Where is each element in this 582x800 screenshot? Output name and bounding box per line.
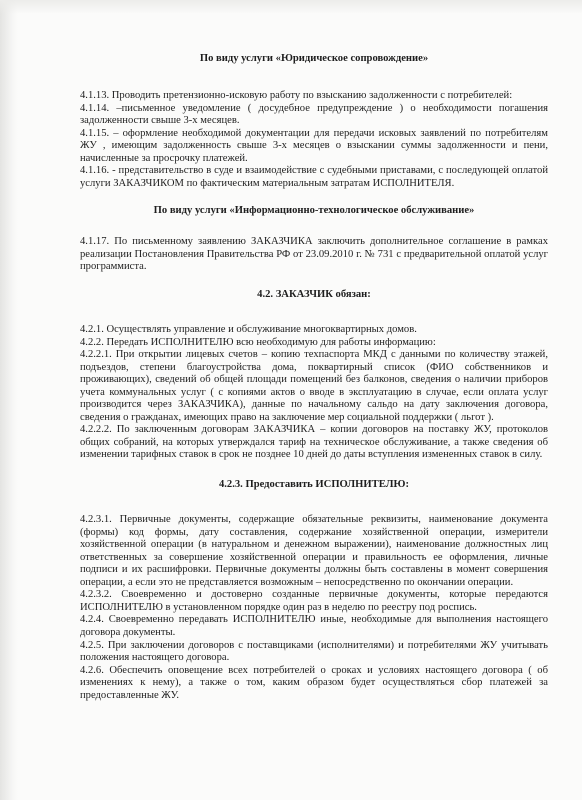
clause-4-1-14: 4.1.14. –письменное уведомление ( досудебное предупреждение ) о необходимости погашения задолженности свыше 3-х месяцев. [80,102,548,127]
clause-4-2-3-1: 4.2.3.1. Первичные документы, содержащие обязательные реквизиты, наименование документа (формы) код формы, дату составления, содержание хозяйственной операции, измерители хозяйственной операции (в натуральном и денежном выражении), наименование должностных лиц ответственных за совершение хозяйственной операции и правильность ее оформления, личные подписи и их расшифровки. Первичные документы должны быть составлены в момент совершения операции, а если это не представляется возможным – непосредственно по окончании операции. [80,514,548,588]
clause-4-2-4: 4.2.4. Своевременно передавать ИСПОЛНИТЕЛЮ иные, необходимые для выполнения настоящего договора документы. [80,614,548,638]
clause-4-2-2: 4.2.2. Передать ИСПОЛНИТЕЛЮ всю необходимую для работы информацию: [80,336,436,348]
clause-4-1-17: 4.1.17. По письменному заявлению ЗАКАЗЧИКА заключить дополнительное соглашение в рамках реализации Постановления Правительства РФ от 23.09.2010 г. № 731 с предварительной оплатой услуг программиста. [80,236,548,273]
legal-support-heading: По виду услуги «Юридическое сопровождение» [199,53,429,64]
clause-4-1-13: 4.1.13. Проводить претензионно-исковую работу по взысканию задолженности с потребителей: [80,90,513,101]
clause-4-2-6: 4.2.6. Обеспечить оповещение всех потребителей о сроках и условиях настоящего договора ( об изменениях к нему), а также о том, каким образом будет осуществляться сбор платежей за предоставленные ЖУ. [80,664,548,701]
clause-4-2-2-1: 4.2.2.1. При открытии лицевых счетов – копию техпаспорта МКД с данными по количеству этажей, подъездов, степени благоустройства дома, поквартирный список (ФИО собственников и проживающих), сведений об общей площади помещений без балконов, сведения о наличии приборов учета коммунальных услуг ( с копиями актов о вводе в эксплуатацию в случае, если оплата услуг производится через ЗАКАЗЧИКА), данные по начальному сальдо на дату заключения договора, сведения о гражданах, имеющих право на заключение мер социальной поддержки ( льгот ). [80,349,548,423]
clause-4-1-16: 4.1.16. - представительство в суде и взаимодействие с судебными приставами, с последующей оплатой услуги ЗАКАЗЧИКОМ по фактическим материальным затратам ИСПОЛНИТЕЛЯ. [80,165,548,189]
provide-to-contractor-heading: 4.2.3. Предоставить ИСПОЛНИТЕЛЮ: [218,479,409,491]
customer-obligations-items [80,324,548,462]
provide-to-contractor-items [80,514,548,702]
customer-obligations-heading: 4.2. ЗАКАЗЧИК обязан: [257,289,371,301]
clause-4-2-1: 4.2.1. Осуществлять управление и обслуживание многоквартирных домов. [80,324,417,336]
clause-4-1-15: 4.1.15. – оформление необходимой документации для передачи исковых заявлений по потребителям ЖУ , имеющим задолженность свыше 3-х месяцев о взыскании суммы задолженности и пени, начисленные за просрочку платежей. [80,127,548,164]
it-service-items [80,236,548,274]
it-service-heading: По виду услуги «Информационно-технологическое обслуживание» [153,205,475,217]
clause-4-2-5: 4.2.5. При заключении договоров с поставщиками (исполнителями) и потребителями ЖУ учитывать положения настоящего договора. [80,639,548,664]
clause-4-2-3-2: 4.2.3.2. Своевременно и достоверно созданные первичные документы, которые передаются ИСПОЛНИТЕЛЮ в установленном порядке один раз в неделю по реестру под роспись. [80,589,548,613]
clause-4-2-2-2: 4.2.2.2. По заключенным договорам ЗАКАЗЧИКА – копии договоров на поставку ЖУ, протоколов общих собраний, на которых утверждался тариф на техническое обслуживание, а также сведения об изменении тарифных ставок в срок не позднее 10 дней до даты вступления измененных ставок в силу. [80,424,548,461]
legal-support-items [80,90,548,190]
